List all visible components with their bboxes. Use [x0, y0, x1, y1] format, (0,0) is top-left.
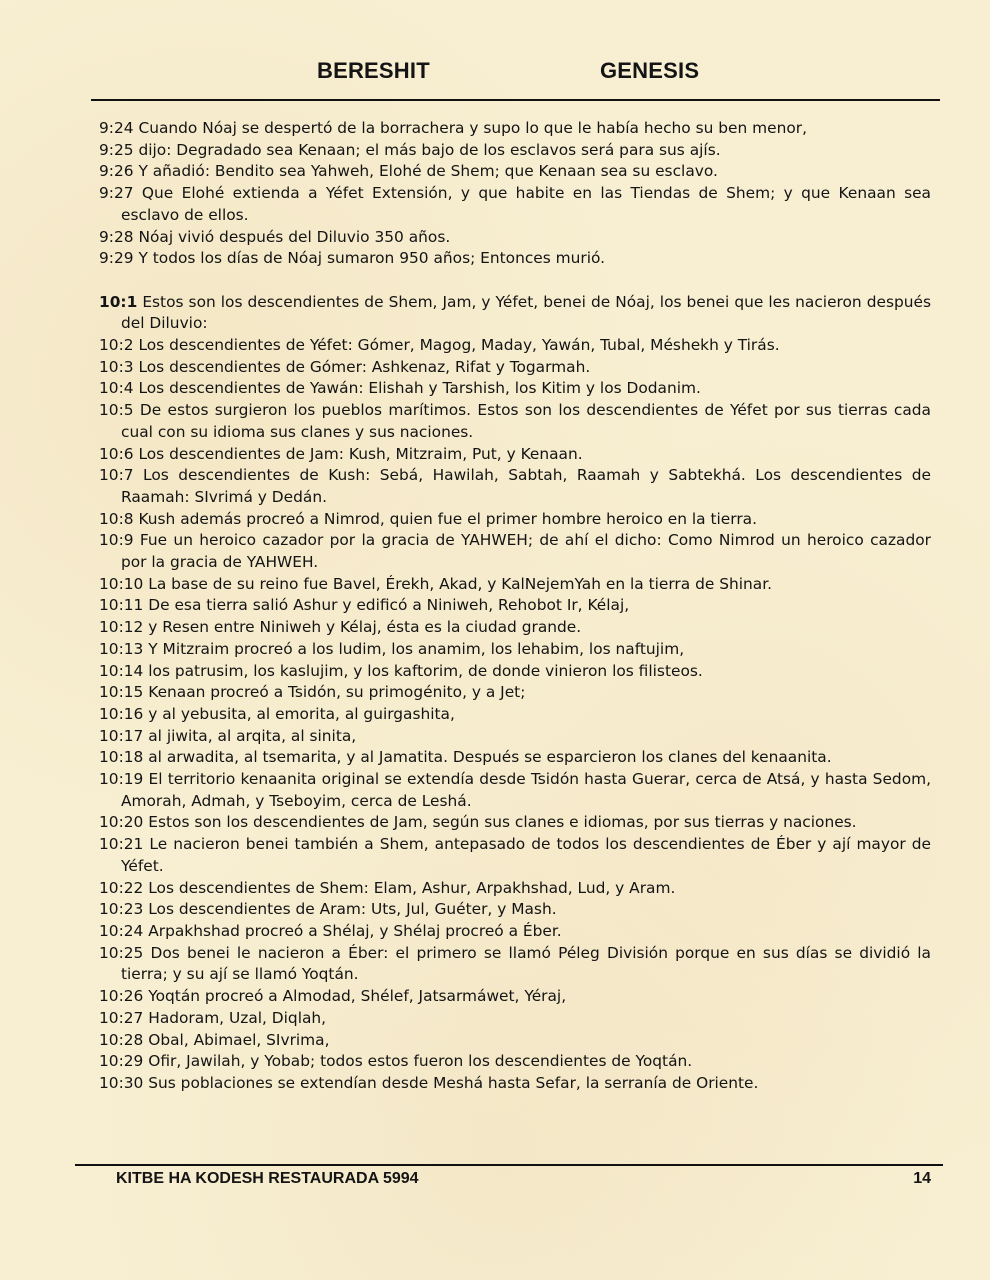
verse: 10:6 Los descendientes de Jam: Kush, Mitzraim, Put, y Kenaan.	[99, 444, 583, 463]
verse: 10:15 Kenaan procreó a Tsidón, su primogénito, y a Jet;	[99, 683, 526, 702]
verse: 10:8 Kush además procreó a Nimrod, quien fue el primer hombre heroico en la tierra.	[99, 509, 757, 528]
verse: 10:16 y al yebusita, al emorita, al guirgashita,	[99, 704, 455, 723]
scripture-text	[99, 118, 931, 1095]
header-divider	[91, 99, 940, 101]
verse: 9:24 Cuando Nóaj se despertó de la borrachera y supo lo que le había hecho su ben menor,	[99, 119, 808, 137]
verse: 9:28 Nóaj vivió después del Diluvio 350 años.	[99, 227, 451, 246]
verse: 10:22 Los descendientes de Shem: Elam, Ashur, Arpakhshad, Lud, y Aram.	[99, 878, 676, 897]
verse: 9:27 Que Elohé extienda a Yéfet Extensión, y que habite en las Tiendas de Shem; y que Kenaan sea esclavo de ellos.	[99, 184, 931, 224]
verse: 10:19 El territorio kenaanita original se extendía desde Tsidón hasta Guerar, cerca de Atsá, y hasta Sedom, Amorah, Admah, y Tseboyim, cerca de Leshá.	[99, 770, 931, 810]
verse: 10:13 Y Mitzraim procreó a los ludim, los anamim, los lehabim, los naftujim,	[99, 639, 685, 658]
verse: 10:25 Dos benei le nacieron a Éber: el primero se llamó Péleg División porque en sus días se dividió la tierra; y su ají se llamó Yoqtán.	[99, 943, 931, 984]
verse-text: Estos son los descendientes de Shem, Jam, y Yéfet, benei de Nóaj, los benei que les nacieron después del Diluvio:	[121, 292, 931, 333]
verse: 10:7 Los descendientes de Kush: Sebá, Hawilah, Sabtah, Raamah y Sabtekhá. Los descendientes de Raamah: SIvrimá y Dedán.	[99, 466, 931, 506]
verse: 10:29 Ofir, Jawilah, y Yobab; todos estos fueron los descendientes de Yoqtán.	[99, 1052, 693, 1071]
verse: 10:9 Fue un heroico cazador por la gracia de YAHWEH; de ahí el dicho: Como Nimrod un heroico cazador por la gracia de YAHWEH.	[99, 531, 931, 572]
verse: 10:2 Los descendientes de Yéfet: Gómer, Magog, Maday, Yawán, Tubal, Méshekh y Tirás.	[99, 336, 780, 355]
verse: 10:17 al jiwita, al arqita, al sinita,	[99, 726, 357, 745]
header-book-hebrew: BERESHIT	[317, 58, 430, 83]
verse: 10:11 De esa tierra salió Ashur y edificó a Niniweh, Rehobot Ir, Kélaj,	[99, 596, 630, 615]
verse: 10:4 Los descendientes de Yawán: Elishah y Tarshish, los Kitim y los Dodanim.	[99, 379, 701, 398]
footer-divider	[75, 1164, 943, 1166]
page-header	[90, 58, 940, 88]
verse: 10:3 Los descendientes de Gómer: Ashkenaz, Rifat y Togarmah.	[99, 357, 591, 376]
page-footer	[116, 1170, 931, 1194]
verse: 10:21 Le nacieron benei también a Shem, antepasado de todos los descendientes de Éber y ají mayor de Yéfet.	[99, 835, 931, 875]
verse: 10:24 Arpakhshad procreó a Shélaj, y Shélaj procreó a Éber.	[99, 922, 562, 940]
verse: 9:29 Y todos los días de Nóaj sumaron 950 años; Entonces murió.	[99, 249, 606, 268]
verse: 10:30 Sus poblaciones se extendían desde Meshá hasta Sefar, la serranía de Oriente.	[99, 1073, 759, 1092]
verse: 10:23 Los descendientes de Aram: Uts, Jul, Guéter, y Mash.	[99, 900, 557, 919]
verse: 9:26 Y añadió: Bendito sea Yahweh, Elohé de Shem; que Kenaan sea su esclavo.	[99, 162, 718, 181]
page-number: 14	[913, 1170, 931, 1187]
footer-title: KITBE HA KODESH RESTAURADA 5994	[116, 1170, 419, 1187]
verse: 10:26 Yoqtán procreó a Almodad, Shélef, Jatsarmáwet, Yéraj,	[99, 987, 567, 1006]
verse: 10:28 Obal, Abimael, SIvrima,	[99, 1030, 330, 1049]
header-book-spanish: GENESIS	[600, 58, 700, 83]
verse: 10:12 y Resen entre Niniweh y Kélaj, ésta es la ciudad grande.	[99, 618, 582, 637]
verse: 10:20 Estos son los descendientes de Jam, según sus clanes e idiomas, por sus tierras y naciones.	[99, 813, 857, 832]
verse: 10:10 La base de su reino fue Bavel, Érekh, Akad, y KalNejemYah en la tierra de Shinar.	[99, 574, 772, 593]
chapter-start-verse	[99, 292, 931, 335]
verse: 10:14 los patrusim, los kaslujim, y los kaftorim, de donde vinieron los filisteos.	[99, 661, 703, 680]
chapter-verse-number: 10:1	[99, 292, 138, 311]
paragraph-gap	[99, 270, 931, 292]
verse: 10:27 Hadoram, Uzal, Diqlah,	[99, 1008, 327, 1027]
verse: 10:18 al arwadita, al tsemarita, y al Jamatita. Después se esparcieron los clanes del kenaanita.	[99, 748, 832, 767]
verse: 10:5 De estos surgieron los pueblos marítimos. Estos son los descendientes de Yéfet por sus tierras cada cual con su idioma sus clanes y sus naciones.	[99, 401, 931, 441]
verse: 9:25 dijo: Degradado sea Kenaan; el más bajo de los esclavos será para sus ajís.	[99, 140, 721, 159]
